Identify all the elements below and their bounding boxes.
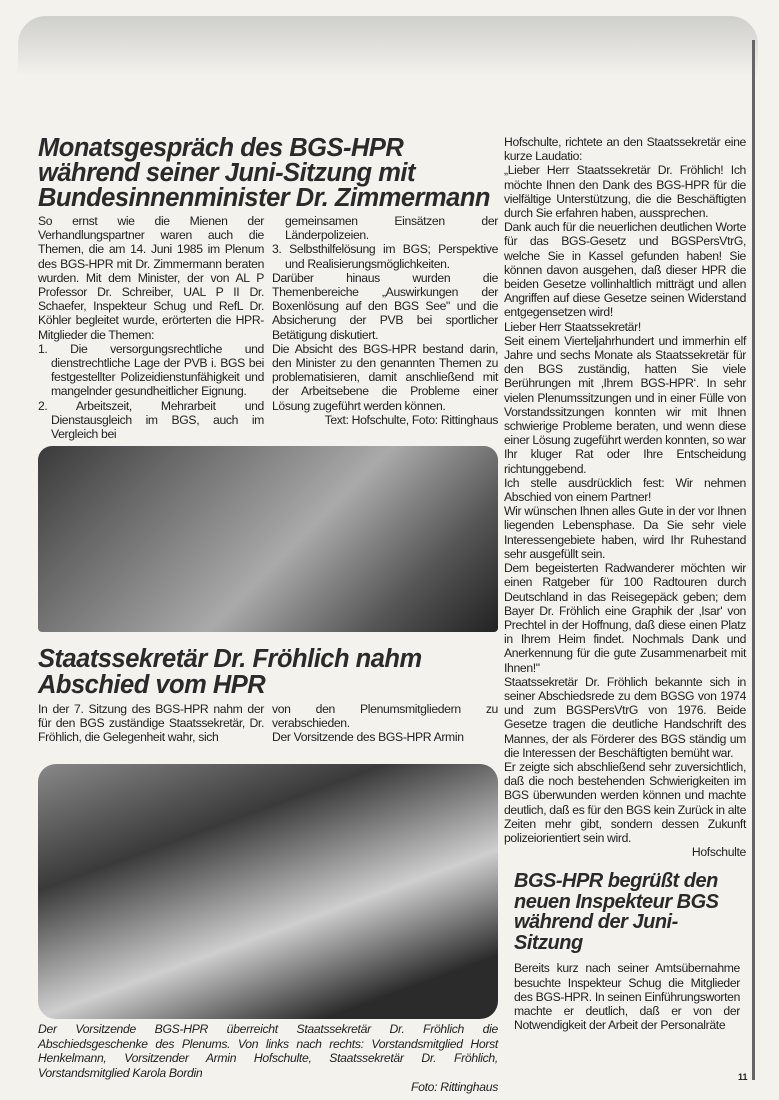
list-item: 3. Selbsthilfelösung im BGS; Perspektive und Realisierungsmöglichkeiten.: [272, 242, 498, 271]
paragraph: Er zeigte sich abschließend sehr zuversichtlich, daß die noch bestehenden Schwierigkeiten im BGS überwunden werden können und machte deutlich, daß es für den BGS kein Zurück in alte Zeiten mehr gibt, sondern dessen Zukunft polizeiorientiert sein wird.: [504, 759, 746, 845]
paragraph: Darüber hinaus wurden die Themenbereiche „Auswirkungen der Boxenlösung auf den BGS See" und die Absicherung der PVB bei sportlicher Betätigung diskutiert.: [272, 270, 498, 342]
paragraph: Der Vorsitzende des BGS-HPR Armin: [272, 730, 464, 745]
article1-headline: Monatsgespräch des BGS-HPR während seiner Juni-Sitzung mit Bundesinnenminister Dr. Zimmermann: [38, 134, 491, 212]
meeting-photo: [38, 446, 498, 632]
paragraph: Hofschulte, richtete an den Staatssekretär eine kurze Laudatio:: [504, 135, 746, 164]
paragraph: Dem begeisterten Radwanderer möchten wir einen Ratgeber für 100 Radtouren durch Deutschland in das Reisegepäck geben; dem Bayer Dr. Fröhlich eine Graphik der ‚Isar' von Prechtel in der Hoffnung, daß diese einen Platz in Ihrem Heim findet. Nochmals Dank und Anerkennung für die gute Zusammenarbeit mit Ihnen!": [504, 561, 746, 675]
farewell-photo: [38, 764, 498, 1019]
article2-column3: [504, 135, 746, 859]
page-number: 11: [738, 1072, 748, 1082]
paragraph: So ernst wie die Mienen der Verhandlungspartner waren auch die Themen, die am 14. Juni 1985 im Plenum des BGS-HPR mit Dr. Zimmermann beraten wurden. Mit dem Minister, der von AL P Professor Dr. Schreiber, UAL P II Dr. Schaefer, Inspekteur Schug und RefL Dr. Köhler begleitet wurde, erörterten die HPR-Mitglieder die Themen:: [38, 214, 264, 342]
photo-credit: Foto: Rittinghaus: [410, 1080, 498, 1095]
article1-column1: [38, 214, 264, 441]
paragraph: Seit einem Vierteljahrhundert und immerhin elf Jahre und sechs Monate als Staatssekretär für den BGS zuständig, hatten Sie viele Berührungen mit ‚Ihrem BGS-HPR‘. In sehr vielen Plenumssitzungen und in einer Fülle von Vorstandssitzungen konnten wir mit Ihnen schwierige Probleme beraten, und wenn diese einer Lösung zugeführt werden konnten, so war Ihr kluger Rat oder Ihre Entscheidung richtunggebend.: [504, 333, 746, 476]
page-header-band: [18, 16, 758, 76]
article2-column1: [38, 702, 264, 745]
caption-text: Der Vorsitzende BGS-HPR überreicht Staatssekretär Dr. Fröhlich die Abschiedsgeschenke des Plenums. Von links nach rechts: Vorstandsmitglied Horst Henkelmann, Vorsitzender Armin Hofschulte, Staatssekretär Dr. Fröhlich, Vorstandsmitglied Karola Bordin: [38, 1022, 498, 1080]
list-item: 2. Arbeitszeit, Mehrarbeit und Dienstausgleich im BGS, auch im Vergleich bei: [38, 398, 264, 442]
paragraph: Bereits kurz nach seiner Amtsübernahme besuchte Inspekteur Schug die Mitglieder des BGS-HPR. In seinen Einführungsworten machte er deutlich, daß er von der Notwendigkeit der Arbeit der Personalräte: [514, 961, 740, 1033]
photo-caption: [38, 1022, 498, 1095]
paragraph: „Lieber Herr Staatssekretär Dr. Fröhlich! Ich möchte Ihnen den Dank des BGS-HPR für die vielfältige Unterstützung, die die Beschäftigten durch Sie erfahren haben, aussprechen.: [504, 163, 746, 221]
page-border-line: [752, 40, 755, 1080]
paragraph: Dank auch für die neuerlichen deutlichen Worte für das BGS-Gesetz und BGSPersVtrG, welche Sie in Kassel gefunden haben! Sie können davon ausgehen, daß dieser HPR die beiden Gesetze vollinhaltlich mitträgt und allen Angriffen auf diese Gesetze seinen Widerstand entgegensetzen wird!: [504, 220, 746, 320]
article2-column2: [272, 702, 498, 745]
article3-headline: BGS-HPR begrüßt den neuen Inspekteur BGS während der Juni-Sitzung: [514, 870, 719, 954]
photo-credit: Text: Hofschulte, Foto: Rittinghaus: [324, 412, 498, 427]
article2-headline: Staatssekretär Dr. Fröhlich nahm Abschied vom HPR: [38, 645, 422, 699]
author: Hofschulte: [691, 845, 746, 860]
paragraph: Wir wünschen Ihnen alles Gute in der vor Ihnen liegenden Lebensphase. Da Sie sehr viele Interessengebiete haben, wird Ihr Ruhestand sehr ausgefüllt sein.: [504, 504, 746, 561]
paragraph: Staatssekretär Dr. Fröhlich bekannte sich in seiner Abschiedsrede zu dem BGSG von 1974 und zum BGSPersVtrG von 1976. Beide Gesetze tragen die deutliche Handschrift des Mannes, der als Förderer des BGS ständig um die Interessen der Beschäftigten bemüht war.: [504, 674, 746, 760]
right-column: [504, 135, 746, 1032]
article3-body: [504, 961, 746, 1032]
list-item: 1. Die versorgungsrechtliche und dienstrechtliche Lage der PVB i. BGS bei festgestellter Polizeidienstunfähigkeit und mangelnder gesundheitlicher Eignung.: [38, 341, 264, 399]
paragraph: gemeinsamen Einsätzen der Länderpolizeien.: [285, 214, 498, 243]
paragraph: von den Plenumsmitgliedern zu verabschieden.: [272, 702, 498, 731]
article1-column2: [272, 214, 498, 427]
paragraph: Ich stelle ausdrücklich fest: Wir nehmen Abschied von einem Partner!: [504, 475, 746, 505]
paragraph: Lieber Herr Staatssekretär!: [504, 319, 641, 334]
paragraph: Die Absicht des BGS-HPR bestand darin, den Minister zu den genannten Themen zu problematisieren, damit anschließend mit der Arbeitsebene die Probleme einer Lösung zugeführt werden können.: [272, 341, 498, 413]
paragraph: In der 7. Sitzung des BGS-HPR nahm der für den BGS zuständige Staatssekretär, Dr. Fröhlich, die Gelegenheit wahr, sich: [38, 702, 264, 745]
